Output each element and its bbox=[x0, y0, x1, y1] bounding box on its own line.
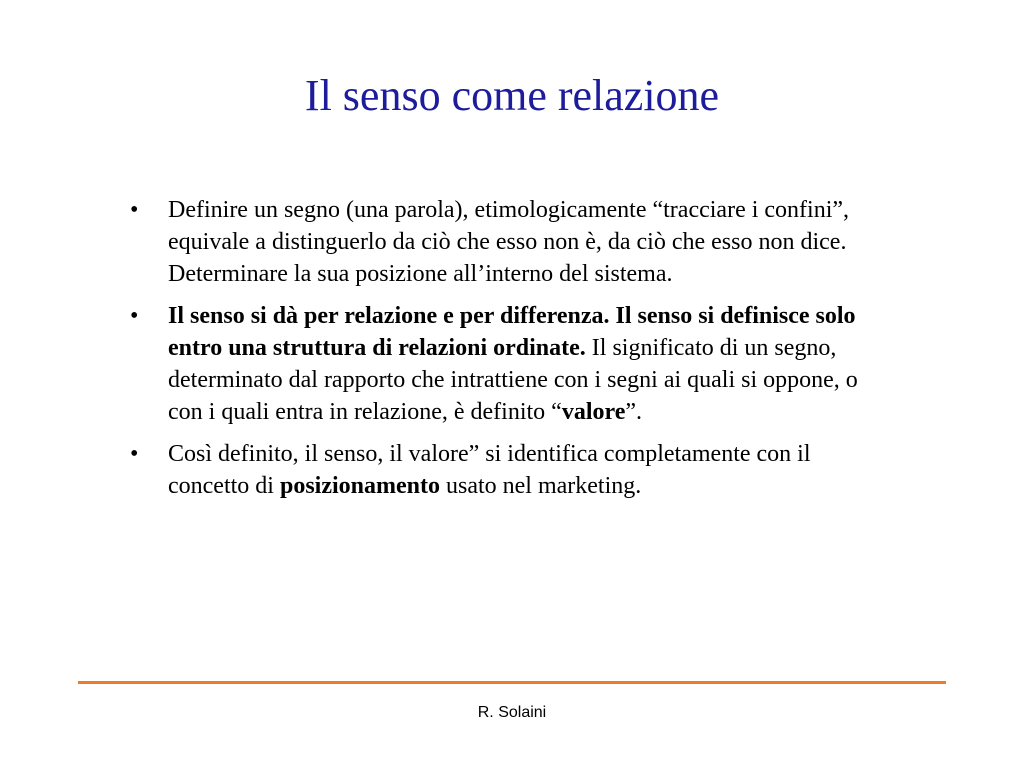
bullet-item bbox=[128, 194, 888, 290]
bullet-text: Definire un segno (una parola), etimologicamente “tracciare i confini”, equivale a distinguerlo da ciò che esso non è, da ciò che esso non dice. Determinare la sua posizione all’interno del sistema. bbox=[168, 197, 850, 287]
bullet-text: Così definito, il senso, il valore” si identifica completamente con il concetto di bbox=[168, 441, 811, 499]
bullet-item bbox=[128, 300, 888, 428]
footer-divider bbox=[78, 681, 946, 684]
bullet-text: Il significato di un segno, determinato dal rapporto che intrattiene con i segni ai quali si oppone, o con i quali entra in relazione, è definito “ bbox=[168, 335, 858, 425]
footer-author: R. Solaini bbox=[477, 704, 547, 721]
bullet-icon: • bbox=[130, 197, 139, 223]
bullet-text: ”. bbox=[625, 399, 643, 425]
bullet-item bbox=[128, 438, 888, 502]
bullet-bold-text: valore bbox=[561, 399, 626, 425]
bullet-list bbox=[128, 194, 888, 512]
bullet-icon: • bbox=[130, 441, 139, 467]
bullet-bold-text: Il senso si dà per relazione e per differenza. Il senso si definisce solo entro una struttura di relazioni ordinate. bbox=[168, 303, 856, 361]
bullet-bold-text: posizionamento bbox=[279, 473, 440, 499]
slide-title: Il senso come relazione bbox=[304, 71, 720, 120]
bullet-icon: • bbox=[130, 303, 139, 329]
bullet-text: usato nel marketing. bbox=[439, 473, 642, 499]
